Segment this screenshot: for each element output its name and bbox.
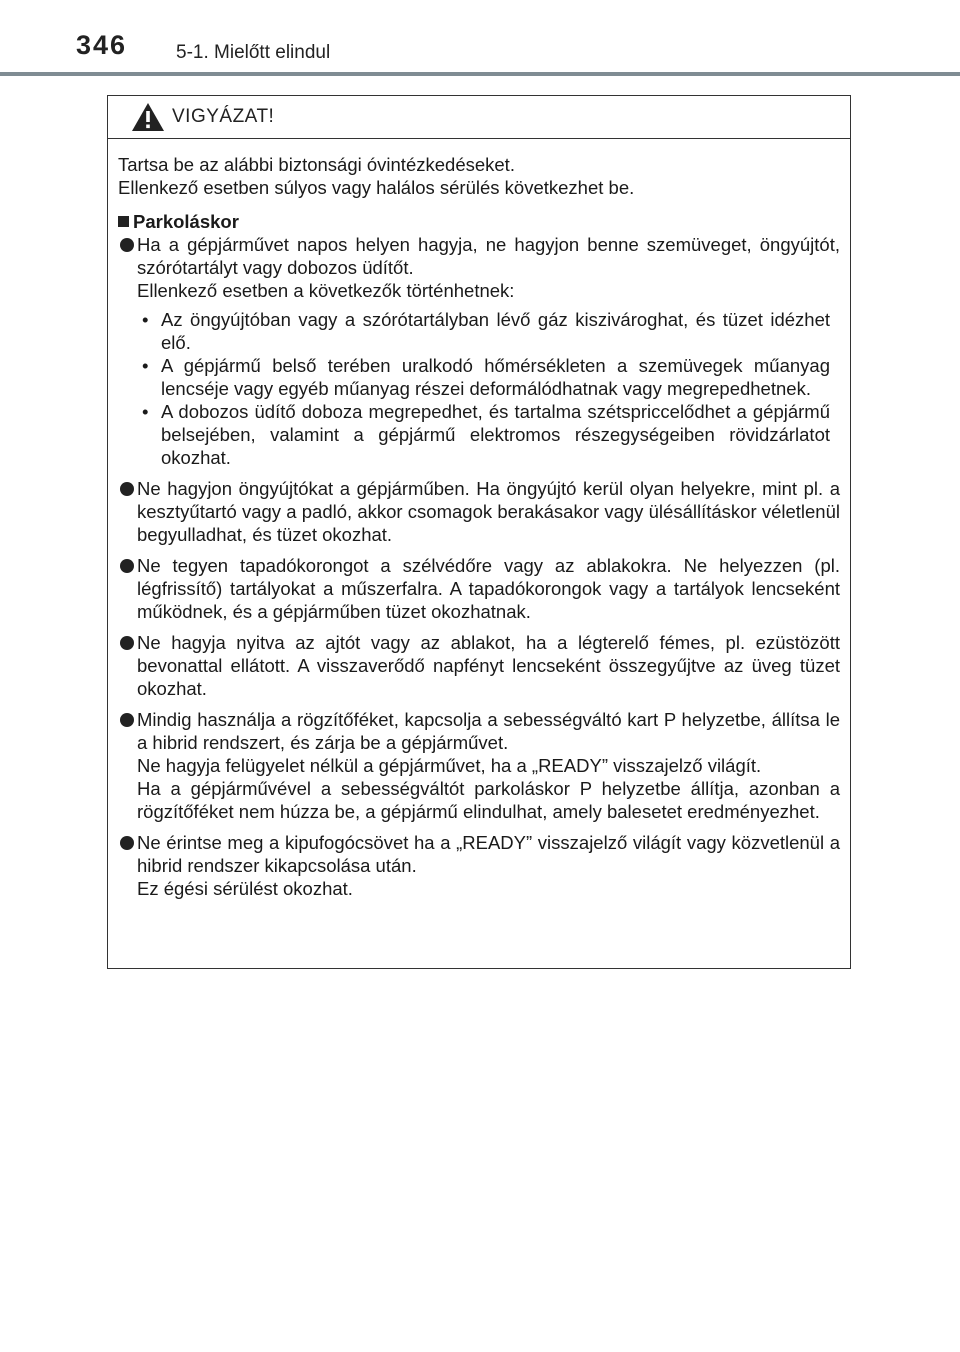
item-paragraph: Ha a gépjárművével a sebességváltót parkoláskor P helyzetbe állítja, azonban a rögzítőféket nem húzza be, a gépjármű elindulhat, amely balesetet eredményezhet. (137, 778, 840, 822)
warning-box (107, 95, 851, 969)
sub-bullet: • Az öngyújtóban vagy a szórótartályban lévő gáz kiszivároghat, és tüzet idézhet elő. (137, 308, 830, 354)
header-divider (0, 72, 960, 76)
list-item (118, 477, 840, 546)
page-number: 346 (76, 30, 128, 60)
item-paragraph: Ne érintse meg a kipufogócsövet ha a „READY” visszajelző világít vagy közvetlenül a hibrid rendszer kikapcsolása után. (137, 832, 840, 876)
sub-bullet-list (137, 308, 830, 469)
square-bullet-icon (118, 216, 129, 227)
section-title: 5-1. Mielőtt elindul (176, 42, 331, 63)
warning-triangle-icon (130, 101, 166, 133)
intro-line: Tartsa be az alábbi biztonsági óvintézkedéseket. (118, 154, 515, 175)
list-item (118, 233, 840, 469)
item-paragraph: Ne hagyja nyitva az ajtót vagy az ablakot, ha a légterelő fémes, pl. ezüstözött bevonattal ellátott. A visszaverődő napfényt lencseként összegyűjtve az üveg tüzet okozhat. (137, 632, 840, 699)
item-paragraph: Ne hagyja felügyelet nélkül a gépjárművet, ha a „READY” visszajelző világít. (137, 755, 762, 776)
intro-line: Ellenkező esetben súlyos vagy halálos sérülés következhet be. (118, 177, 635, 198)
circle-bullet-icon (120, 713, 134, 727)
circle-bullet-icon (120, 482, 134, 496)
warning-title: VIGYÁZAT! (172, 106, 275, 127)
list-item (118, 708, 840, 823)
item-paragraph: Ellenkező esetben a következők történhetnek: (137, 280, 515, 301)
circle-bullet-icon (120, 836, 134, 850)
warning-items (118, 233, 840, 900)
list-item (118, 631, 840, 700)
list-item (118, 554, 840, 623)
page-header (0, 0, 960, 78)
subheading-label: Parkoláskor (133, 211, 239, 232)
warning-body (108, 139, 850, 900)
sub-bullet: • A gépjármű belső terében uralkodó hőmérsékleten a szemüvegek műanyag lencséje vagy egyéb műanyag részei deformálódhatnak vagy megrepedhetnek. (137, 354, 830, 400)
list-item (118, 831, 840, 900)
item-paragraph: Ha a gépjárművet napos helyen hagyja, ne hagyjon benne szemüveget, öngyújtót, szórótartályt vagy dobozos üdítőt. (137, 234, 840, 278)
circle-bullet-icon (120, 238, 134, 252)
circle-bullet-icon (120, 559, 134, 573)
item-paragraph: Ne hagyjon öngyújtókat a gépjárműben. Ha öngyújtó kerül olyan helyekre, mint pl. a kesztyűtartó vagy a padló, akkor csomagok berakásakor vagy ülésállításkor véletlenül begyulladhat, és tüzet okozhat. (137, 478, 840, 545)
warning-header (108, 96, 850, 139)
warning-intro (118, 153, 840, 199)
item-paragraph: Ez égési sérülést okozhat. (137, 878, 353, 899)
circle-bullet-icon (120, 636, 134, 650)
item-paragraph: Ne tegyen tapadókorongot a szélvédőre vagy az ablakokra. Ne helyezzen (pl. légfrissítő) tartályokat a műszerfalra. A tapadókorongok vagy a tartályok lencseként működnek, és a gépjárműben tüzet okozhatnak. (137, 555, 840, 622)
sub-bullet: • A dobozos üdítő doboza megrepedhet, és tartalma szétspriccelődhet a gépjármű belsejében, valamint a gépjármű elektromos részegységeiben rövidzárlatot okozhat. (137, 400, 830, 469)
item-paragraph: Mindig használja a rögzítőféket, kapcsolja a sebességváltó kart P helyzetbe, állítsa le a hibrid rendszert, és zárja be a gépjárművet. (137, 709, 840, 753)
subheading (118, 210, 840, 233)
